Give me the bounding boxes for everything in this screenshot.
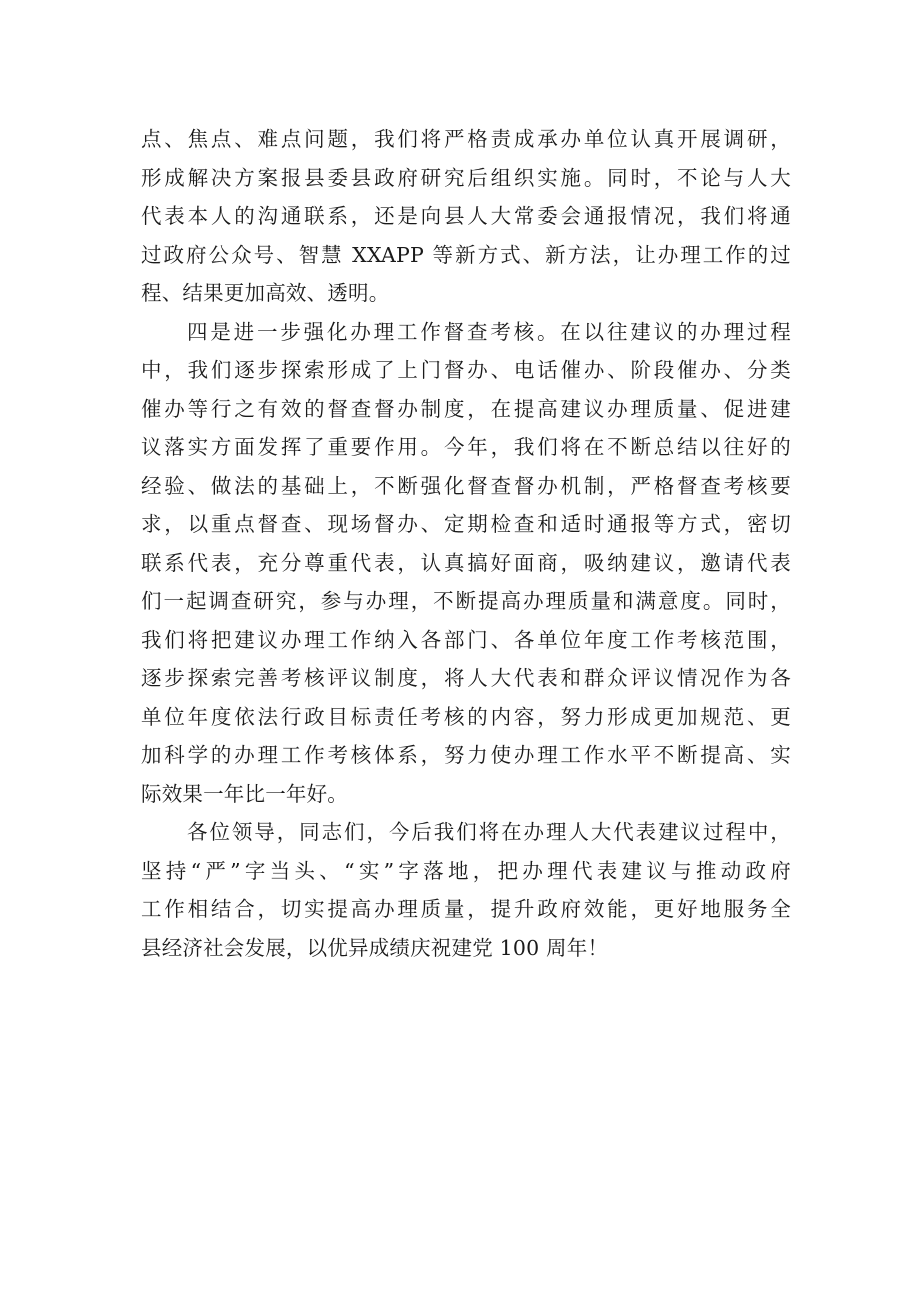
text-line: 求，以重点督查、现场督办、定期检查和适时通报等方式，密切	[141, 512, 791, 536]
text-line: 点、焦点、难点问题，我们将严格责成承办单位认真开展调研，	[141, 127, 791, 151]
text-line: 形成解决方案报县委县政府研究后组织实施。同时，不论与人大	[141, 165, 791, 190]
text-line: 坚持“严”字当头、“实”字落地，把办理代表建议与推动政府	[141, 858, 791, 883]
document-body	[141, 120, 791, 967]
text-line: 联系代表，充分尊重代表，认真搞好面商，吸纳建议，邀请代表	[141, 550, 791, 575]
text-line: 议落实方面发挥了重要作用。今年，我们将在不断总结以往好的	[141, 435, 791, 459]
text-line: 们一起调查研究，参与办理，不断提高办理质量和满意度。同时，	[141, 589, 791, 613]
text-line: 代表本人的沟通联系，还是向县人大常委会通报情况，我们将通	[141, 204, 791, 228]
text-line: 催办等行之有效的督查督办制度，在提高建议办理质量、促进建	[141, 396, 791, 421]
text-line: 各位领导，同志们，今后我们将在办理人大代表建议过程中，	[187, 820, 791, 844]
text-line: 县经济社会发展，以优异成绩庆祝建党 100 周年！	[141, 935, 609, 960]
text-line: 经验、做法的基础上，不断强化督查督办机制，严格督查考核要	[141, 473, 791, 498]
text-line: 单位年度依法行政目标责任考核的内容，努力形成更加规范、更	[141, 704, 791, 729]
text-line: 逐步探索完善考核评议制度，将人大代表和群众评议情况作为各	[141, 666, 791, 690]
paragraph-closing	[141, 813, 791, 967]
text-line: 工作相结合，切实提高办理质量，提升政府效能，更好地服务全	[141, 897, 791, 921]
paragraph-supervision	[141, 313, 791, 814]
text-line: 加科学的办理工作考核体系，努力使办理工作水平不断提高、实	[141, 743, 791, 767]
text-line: 我们将把建议办理工作纳入各部门、各单位年度工作考核范围，	[141, 627, 791, 652]
paragraph-continued	[141, 120, 791, 313]
text-line: 过政府公众号、智慧 XXAPP 等新方式、新方法，让办理工作的过	[141, 242, 791, 267]
text-line: 四是进一步强化办理工作督查考核。在以往建议的办理过程	[187, 319, 791, 344]
text-line: 际效果一年比一年好。	[141, 781, 348, 806]
text-line: 程、结果更加高效、透明。	[141, 281, 390, 305]
text-line: 中，我们逐步探索形成了上门督办、电话催办、阶段催办、分类	[141, 358, 791, 382]
